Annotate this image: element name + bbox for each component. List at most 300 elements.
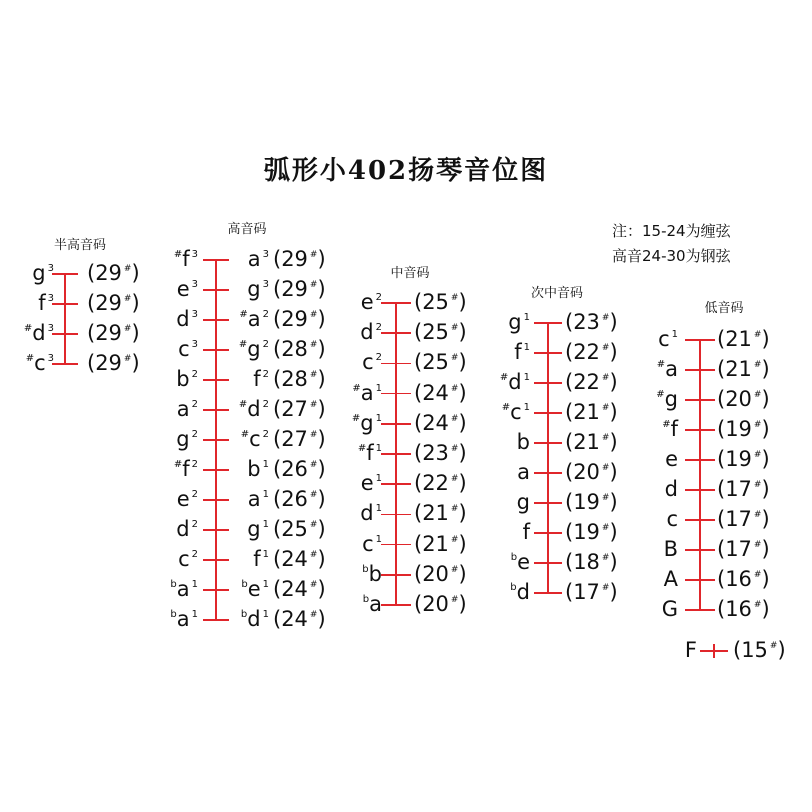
close-paren: ) bbox=[458, 531, 467, 556]
right-note bbox=[241, 579, 269, 604]
string-number: (16 bbox=[717, 567, 752, 591]
bridge-tick bbox=[381, 363, 411, 365]
left-note bbox=[360, 322, 382, 347]
bridge-tick bbox=[685, 339, 715, 341]
close-paren: ) bbox=[761, 567, 770, 591]
left-note bbox=[176, 309, 198, 334]
right-note bbox=[248, 249, 269, 274]
string-number: (25 bbox=[414, 350, 449, 375]
string-number: (19 bbox=[565, 490, 600, 514]
string-number: (21 bbox=[414, 531, 449, 556]
sharp-mark: # bbox=[450, 353, 459, 364]
close-paren: ) bbox=[458, 471, 467, 496]
accidental-mark: # bbox=[239, 309, 248, 320]
left-note bbox=[363, 594, 382, 619]
close-paren: ) bbox=[609, 550, 618, 574]
diagram-title: 弧形小402扬琴音位图 bbox=[263, 156, 549, 186]
note-line-2: 高音24-30为钢弦 bbox=[612, 247, 731, 265]
sharp-mark: # bbox=[601, 433, 610, 443]
left-note bbox=[170, 609, 198, 634]
octave-mark: 2 bbox=[262, 369, 269, 380]
left-note bbox=[352, 380, 382, 408]
octave-mark: 1 bbox=[375, 503, 382, 515]
left-note bbox=[657, 359, 678, 384]
octave-mark: 1 bbox=[523, 312, 530, 323]
sharp-mark: # bbox=[309, 520, 318, 530]
bridge-tick bbox=[534, 442, 562, 444]
string-number: (23 bbox=[414, 441, 449, 465]
sharp-mark: # bbox=[450, 413, 459, 424]
sharp-mark: # bbox=[309, 460, 318, 470]
octave-mark: 1 bbox=[375, 533, 382, 545]
accidental-mark: # bbox=[238, 399, 248, 410]
note-name: c bbox=[178, 547, 190, 571]
note-name: a bbox=[665, 357, 678, 381]
octave-mark: 1 bbox=[262, 489, 269, 500]
string-pitch bbox=[565, 492, 618, 518]
bridge-tick bbox=[534, 592, 562, 594]
string-pitch bbox=[87, 263, 140, 289]
bridge-tick bbox=[534, 352, 562, 354]
octave-mark: 2 bbox=[191, 429, 198, 440]
close-paren: ) bbox=[458, 320, 467, 345]
close-paren: ) bbox=[317, 547, 326, 571]
string-number: (20 bbox=[414, 592, 449, 616]
note-name: c bbox=[666, 507, 678, 531]
left-note bbox=[174, 249, 198, 274]
bridge-vertical-line bbox=[699, 340, 701, 610]
octave-mark: 3 bbox=[262, 249, 269, 260]
bridge-tick bbox=[685, 519, 715, 521]
bridge-tick bbox=[52, 333, 78, 335]
bridge-header: 高音码 bbox=[227, 222, 267, 237]
note-name: f bbox=[253, 547, 261, 571]
accidental-mark: b bbox=[170, 579, 177, 590]
right-note bbox=[239, 399, 269, 424]
note-name: f bbox=[522, 520, 530, 544]
close-paren: ) bbox=[609, 520, 618, 544]
right-note bbox=[248, 489, 269, 514]
left-note bbox=[358, 443, 382, 468]
close-paren: ) bbox=[131, 321, 140, 345]
note-name: g bbox=[32, 261, 46, 285]
string-pitch bbox=[414, 531, 467, 560]
string-pitch bbox=[565, 342, 618, 368]
close-paren: ) bbox=[131, 261, 140, 285]
bridge-tick bbox=[381, 332, 411, 334]
bridge-tick bbox=[381, 604, 411, 606]
close-paren: ) bbox=[609, 340, 618, 364]
left-note bbox=[511, 552, 530, 577]
string-number: (25 bbox=[414, 320, 449, 345]
left-note bbox=[514, 342, 530, 367]
string-number: (26 bbox=[273, 487, 308, 511]
string-number: (21 bbox=[565, 400, 600, 424]
close-paren: ) bbox=[131, 351, 140, 375]
sharp-mark: # bbox=[309, 310, 318, 320]
bridge-tick bbox=[381, 483, 411, 485]
right-note bbox=[239, 309, 269, 334]
string-number: (21 bbox=[717, 357, 752, 381]
string-pitch bbox=[565, 582, 618, 608]
sharp-mark: # bbox=[309, 490, 318, 500]
bridge-tick bbox=[203, 619, 229, 621]
octave-mark: 2 bbox=[375, 322, 382, 334]
right-note bbox=[241, 609, 269, 634]
bridge-tick bbox=[203, 289, 229, 291]
octave-mark: 1 bbox=[262, 549, 269, 560]
string-number: (21 bbox=[717, 327, 752, 351]
close-paren: ) bbox=[317, 337, 326, 361]
octave-mark: 1 bbox=[523, 402, 530, 413]
sharp-mark: # bbox=[450, 474, 459, 485]
sharp-mark: # bbox=[123, 324, 132, 334]
string-pitch bbox=[414, 443, 467, 469]
note-name: d bbox=[360, 501, 374, 526]
bridge-tick bbox=[203, 409, 229, 411]
string-number: (28 bbox=[273, 367, 308, 391]
left-note bbox=[665, 479, 678, 500]
sharp-mark: # bbox=[753, 540, 762, 550]
octave-mark: 1 bbox=[523, 372, 530, 383]
note-name: a bbox=[369, 592, 382, 616]
note-name: e bbox=[517, 550, 530, 574]
left-note bbox=[517, 432, 530, 453]
sharp-mark: # bbox=[450, 534, 459, 545]
close-paren: ) bbox=[609, 430, 618, 454]
string-pitch bbox=[273, 279, 326, 305]
left-note bbox=[523, 522, 530, 543]
close-paren: ) bbox=[761, 537, 770, 561]
bridge-tick bbox=[534, 322, 562, 324]
note-name: g bbox=[516, 490, 530, 514]
note-name: f bbox=[253, 367, 261, 391]
note-name: A bbox=[663, 567, 678, 591]
left-note bbox=[664, 569, 678, 590]
note-name: e bbox=[247, 577, 261, 601]
octave-mark: 2 bbox=[191, 459, 198, 470]
note-name: B bbox=[663, 537, 678, 561]
string-pitch bbox=[273, 609, 326, 635]
left-note bbox=[666, 509, 678, 530]
octave-mark: 3 bbox=[191, 249, 198, 260]
string-pitch bbox=[414, 561, 467, 590]
sharp-mark: # bbox=[753, 480, 762, 490]
close-paren: ) bbox=[317, 577, 326, 601]
left-note bbox=[32, 263, 54, 288]
bridge-tick bbox=[381, 574, 411, 576]
left-note bbox=[361, 473, 382, 498]
string-number: (20 bbox=[414, 561, 449, 586]
note-name: a bbox=[247, 247, 261, 271]
close-paren: ) bbox=[317, 457, 326, 481]
bridge-vertical-line bbox=[547, 323, 549, 593]
close-paren: ) bbox=[317, 367, 326, 391]
sharp-mark: # bbox=[753, 330, 762, 340]
string-number: (17 bbox=[717, 477, 752, 501]
string-pitch bbox=[414, 352, 467, 378]
note-name: f bbox=[514, 340, 522, 364]
note-name: g bbox=[664, 387, 678, 411]
string-number: (23 bbox=[565, 310, 600, 334]
close-paren: ) bbox=[317, 247, 326, 271]
octave-mark: 1 bbox=[375, 412, 382, 424]
note-name: e bbox=[176, 277, 190, 301]
close-paren: ) bbox=[761, 597, 770, 621]
left-note bbox=[174, 459, 198, 484]
bridge-tick bbox=[203, 589, 229, 591]
sharp-mark: # bbox=[450, 504, 459, 515]
bridge-tick bbox=[203, 529, 229, 531]
close-paren: ) bbox=[761, 327, 770, 351]
bridge-tick bbox=[52, 363, 78, 365]
left-note bbox=[664, 539, 678, 560]
bridge-tick bbox=[534, 382, 562, 384]
sharp-mark: # bbox=[753, 600, 762, 610]
note-name: f bbox=[670, 417, 678, 441]
right-note bbox=[247, 519, 269, 544]
octave-mark: 1 bbox=[375, 473, 382, 485]
bridge-tick bbox=[700, 650, 728, 652]
string-number: (29 bbox=[87, 321, 122, 345]
bridge-header: 低音码 bbox=[704, 301, 744, 316]
sharp-mark: # bbox=[309, 370, 318, 380]
accidental-mark: # bbox=[351, 412, 361, 424]
left-note bbox=[176, 369, 198, 394]
string-number: (19 bbox=[717, 447, 752, 471]
octave-mark: 1 bbox=[191, 609, 198, 620]
bridge-tick bbox=[685, 549, 715, 551]
note-name: f bbox=[38, 291, 46, 315]
string-pitch bbox=[717, 509, 770, 535]
octave-mark: 1 bbox=[262, 609, 269, 620]
note-name: b bbox=[176, 367, 190, 391]
sharp-mark: # bbox=[123, 264, 132, 274]
string-pitch bbox=[273, 549, 326, 575]
accidental-mark: b bbox=[170, 609, 177, 620]
sharp-mark: # bbox=[450, 383, 459, 394]
string-number: (24 bbox=[273, 547, 308, 571]
string-number: (28 bbox=[273, 337, 308, 361]
octave-mark: 1 bbox=[262, 459, 269, 470]
sharp-mark: # bbox=[601, 583, 610, 593]
string-number: (25 bbox=[273, 517, 308, 541]
octave-mark: 1 bbox=[262, 579, 269, 590]
string-number: (17 bbox=[565, 580, 600, 604]
bridge-tick bbox=[381, 393, 411, 395]
close-paren: ) bbox=[609, 580, 618, 604]
string-number: (24 bbox=[273, 607, 308, 631]
string-pitch bbox=[273, 459, 326, 485]
close-paren: ) bbox=[317, 427, 326, 451]
string-pitch bbox=[273, 309, 326, 335]
string-pitch bbox=[414, 503, 467, 529]
octave-mark: 2 bbox=[262, 399, 269, 410]
note-name: g bbox=[247, 277, 261, 301]
bridge-header: 半高音码 bbox=[53, 238, 107, 253]
accidental-mark: # bbox=[173, 249, 183, 260]
string-pitch bbox=[717, 479, 770, 505]
bridge-tick bbox=[534, 412, 562, 414]
string-pitch bbox=[273, 339, 326, 365]
string-number: (29 bbox=[87, 351, 122, 375]
octave-mark: 1 bbox=[262, 519, 269, 530]
bridge-tick bbox=[52, 303, 78, 305]
bridge-tick bbox=[203, 469, 229, 471]
sharp-mark: # bbox=[753, 390, 762, 400]
octave-mark: 2 bbox=[191, 399, 198, 410]
note-name: b bbox=[247, 457, 261, 481]
note-name: d bbox=[176, 517, 190, 541]
string-number: (20 bbox=[565, 460, 600, 484]
left-note bbox=[26, 353, 54, 378]
string-number: (18 bbox=[565, 550, 600, 574]
accidental-mark: b bbox=[510, 582, 517, 593]
note-name: g bbox=[508, 310, 522, 334]
bridge-header: 次中音码 bbox=[530, 286, 584, 301]
sharp-mark: # bbox=[123, 354, 132, 364]
octave-mark: 1 bbox=[523, 342, 530, 353]
bridge-tick bbox=[203, 349, 229, 351]
sharp-mark: # bbox=[309, 340, 318, 350]
string-pitch bbox=[273, 489, 326, 515]
sharp-mark: # bbox=[450, 564, 459, 575]
note-name: d bbox=[247, 397, 261, 421]
close-paren: ) bbox=[609, 310, 618, 334]
octave-mark: 2 bbox=[375, 352, 382, 364]
sharp-mark: # bbox=[601, 493, 610, 503]
sharp-mark: # bbox=[309, 580, 318, 590]
bridge-tick bbox=[685, 369, 715, 371]
bridge-tick bbox=[203, 499, 229, 501]
note-name: a bbox=[176, 397, 190, 421]
close-paren: ) bbox=[458, 380, 467, 405]
note-name: e bbox=[360, 290, 374, 314]
note-name: e bbox=[665, 447, 678, 471]
note-name: b bbox=[368, 561, 382, 586]
left-note bbox=[362, 561, 382, 589]
string-number: (22 bbox=[565, 340, 600, 364]
sharp-mark: # bbox=[601, 463, 610, 473]
string-number: (15 bbox=[733, 638, 768, 662]
right-note bbox=[253, 369, 269, 394]
close-paren: ) bbox=[609, 400, 618, 424]
string-number: (20 bbox=[717, 387, 752, 411]
string-pitch bbox=[273, 579, 326, 605]
sharp-mark: # bbox=[309, 430, 318, 440]
bridge-tick bbox=[685, 399, 715, 401]
string-pitch bbox=[717, 599, 770, 625]
left-note bbox=[24, 323, 54, 348]
close-paren: ) bbox=[317, 277, 326, 301]
string-pitch bbox=[717, 539, 770, 565]
string-number: (29 bbox=[273, 247, 308, 271]
string-number: (17 bbox=[717, 507, 752, 531]
string-pitch bbox=[414, 380, 467, 409]
note-line-1: 注：15-24为缠弦 bbox=[612, 222, 731, 240]
octave-mark: 3 bbox=[191, 339, 198, 350]
close-paren: ) bbox=[458, 561, 467, 586]
sharp-mark: # bbox=[309, 400, 318, 410]
close-paren: ) bbox=[131, 291, 140, 315]
bridge-tick bbox=[203, 379, 229, 381]
sharp-mark: # bbox=[753, 420, 762, 430]
note-name: d bbox=[508, 370, 522, 394]
bridge-tick bbox=[52, 273, 78, 275]
sharp-mark: # bbox=[309, 280, 318, 290]
note-name: c bbox=[178, 337, 190, 361]
string-pitch bbox=[87, 353, 140, 379]
octave-mark: 3 bbox=[191, 309, 198, 320]
string-pitch bbox=[565, 402, 618, 428]
string-pitch bbox=[565, 522, 618, 548]
string-number: (27 bbox=[273, 427, 308, 451]
close-paren: ) bbox=[317, 487, 326, 511]
sharp-mark: # bbox=[601, 553, 610, 563]
string-number: (16 bbox=[717, 597, 752, 621]
left-note bbox=[178, 339, 198, 364]
string-number: (21 bbox=[565, 430, 600, 454]
string-pitch bbox=[717, 449, 770, 475]
octave-mark: 1 bbox=[375, 382, 382, 394]
right-note bbox=[239, 339, 269, 364]
sharp-mark: # bbox=[753, 360, 762, 370]
bridge-tick bbox=[381, 514, 411, 516]
sharp-mark: # bbox=[123, 294, 132, 304]
octave-mark: 2 bbox=[191, 519, 198, 530]
string-number: (29 bbox=[273, 307, 308, 331]
accidental-mark: # bbox=[352, 382, 361, 394]
close-paren: ) bbox=[458, 501, 467, 526]
sharp-mark: # bbox=[309, 550, 318, 560]
note-name: c bbox=[658, 327, 670, 351]
sharp-mark: # bbox=[769, 641, 778, 651]
string-number: (27 bbox=[273, 397, 308, 421]
string-pitch bbox=[565, 372, 618, 398]
left-note bbox=[177, 399, 198, 424]
bridge-tick bbox=[685, 489, 715, 491]
bridge-tick bbox=[381, 423, 411, 425]
sharp-mark: # bbox=[753, 510, 762, 520]
string-pitch bbox=[87, 293, 140, 319]
string-pitch bbox=[414, 292, 467, 318]
octave-mark: 3 bbox=[47, 353, 54, 364]
note-name: d bbox=[360, 320, 374, 345]
close-paren: ) bbox=[317, 607, 326, 631]
sharp-mark: # bbox=[601, 313, 610, 323]
sharp-mark: # bbox=[601, 403, 610, 413]
bridge-tick bbox=[381, 302, 411, 304]
sharp-mark: # bbox=[753, 570, 762, 580]
string-pitch bbox=[273, 399, 326, 425]
close-paren: ) bbox=[761, 477, 770, 501]
left-note bbox=[176, 519, 198, 544]
sharp-mark: # bbox=[450, 444, 459, 454]
bridge-tick bbox=[534, 502, 562, 504]
left-note bbox=[500, 372, 530, 397]
octave-mark: 1 bbox=[191, 579, 198, 590]
bridge-tick bbox=[203, 259, 229, 261]
note-name: F bbox=[684, 638, 697, 662]
string-number: (22 bbox=[565, 370, 600, 394]
right-note bbox=[247, 459, 269, 484]
left-note bbox=[361, 292, 382, 317]
accidental-mark: # bbox=[501, 402, 511, 413]
close-paren: ) bbox=[458, 350, 467, 375]
string-number: (19 bbox=[717, 417, 752, 441]
string-number: (21 bbox=[414, 501, 449, 526]
left-note bbox=[351, 410, 382, 438]
